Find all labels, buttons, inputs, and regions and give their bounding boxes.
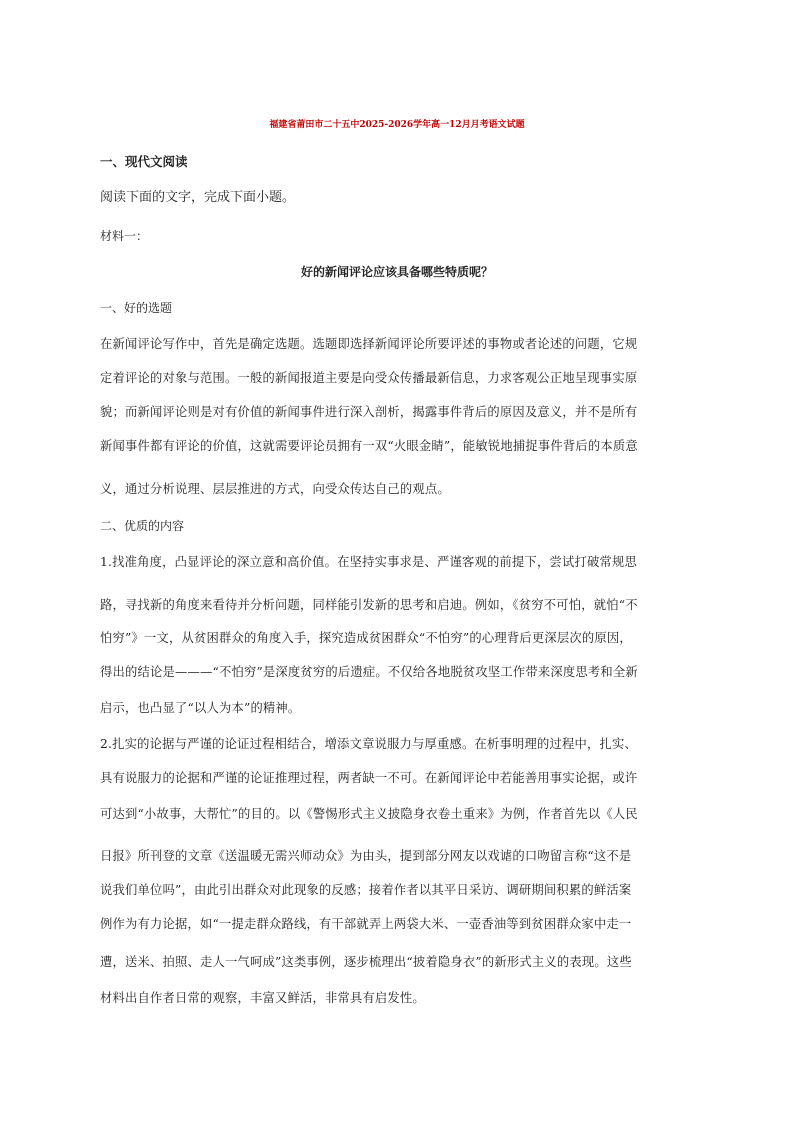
instruction-text: 阅读下面的文字，完成下面小题。: [100, 190, 296, 205]
paragraph-line: 貌；而新闻评论则是对有价值的新闻事件进行深入剖析，揭露事件背后的原因及意义，并不是所有: [100, 405, 638, 419]
material-label: 材料一：: [100, 229, 149, 243]
article-title: 好的新闻评论应该具备哪些特质呢？: [300, 265, 493, 279]
paragraph-line: 2.扎实的论据与严谨的论证过程相结合，增添文章说服力与厚重感。在析事明理的过程中，扎实、: [100, 737, 638, 751]
paragraph-line: 遭，送米、拍照、走人一气呵成”这类事例，逐步梳理出“披着隐身衣”的新形式主义的表现。这些: [100, 955, 632, 969]
section-heading-reading: 一、现代文阅读: [100, 154, 188, 169]
paragraph-line: 义，通过分析说理、层层推进的方式，向受众传达自己的观点。: [100, 482, 450, 496]
paragraph-line: 可达到“小故事，大帮忙”的目的。以《警惕形式主义披隐身衣卷土重来》为例，作者首先以《人民: [100, 807, 638, 821]
paragraph-line: 例作为有力论据，如“一提走群众路线，有干部就弄上两袋大米、一壶香油等到贫困群众家中走一: [100, 917, 632, 931]
paragraph-line: 日报》所刊登的文章《送温暖无需兴师动众》为由头，提到部分网友以戏谑的口吻留言称“这不是: [100, 849, 632, 863]
paragraph-line: 1.找准角度，凸显评论的深立意和高价值。在坚持实事求是、严谨客观的前提下，尝试打破常规思: [100, 555, 638, 569]
paragraph-line: 启示，也凸显了“以人为本”的精神。: [100, 701, 301, 715]
paragraph-line: 怕穷”》一文，从贫困群众的角度入手，探究造成贫困群众“不怕穷”的心理背后更深层次的原因，: [100, 631, 632, 645]
paragraph-line: 在新闻评论写作中，首先是确定选题。选题即选择新闻评论所要评述的事物或者论述的问题，它规: [100, 337, 638, 351]
paragraph-line: 新闻事件都有评论的价值，这就需要评论员拥有一双“火眼金睛”，能敏锐地捕捉事件背后的本质意: [100, 439, 638, 453]
paragraph-line: 说我们单位吗”，由此引出群众对此现象的反感；接着作者以其平日采访、调研期间积累的鲜活案: [100, 883, 632, 897]
paragraph-line: 材料出自作者日常的观察，丰富又鲜活，非常具有启发性。: [100, 991, 425, 1005]
paragraph-line: 路，寻找新的角度来看待并分析问题，同样能引发新的思考和启迪。例如，《贫穷不可怕，就怕“不: [100, 598, 638, 612]
part2-heading: 二、优质的内容: [100, 519, 185, 533]
paragraph-line: 得出的结论是———“不怕穷”是深度贫穷的后遗症。不仅给各地脱贫攻坚工作带来深度思考和全新: [100, 665, 638, 679]
paragraph-line: 定着评论的对象与范围。一般的新闻报道主要是向受众传播最新信息，力求客观公正地呈现事实原: [100, 371, 638, 385]
paragraph-line: 具有说服力的论据和严谨的论证推理过程，两者缺一不可。在新闻评论中若能善用事实论据，或许: [100, 771, 638, 785]
document-title: 福建省莆田市二十五中2025-2026学年高一12月月考语文试题: [269, 120, 525, 130]
part1-heading: 一、好的选题: [100, 301, 173, 315]
